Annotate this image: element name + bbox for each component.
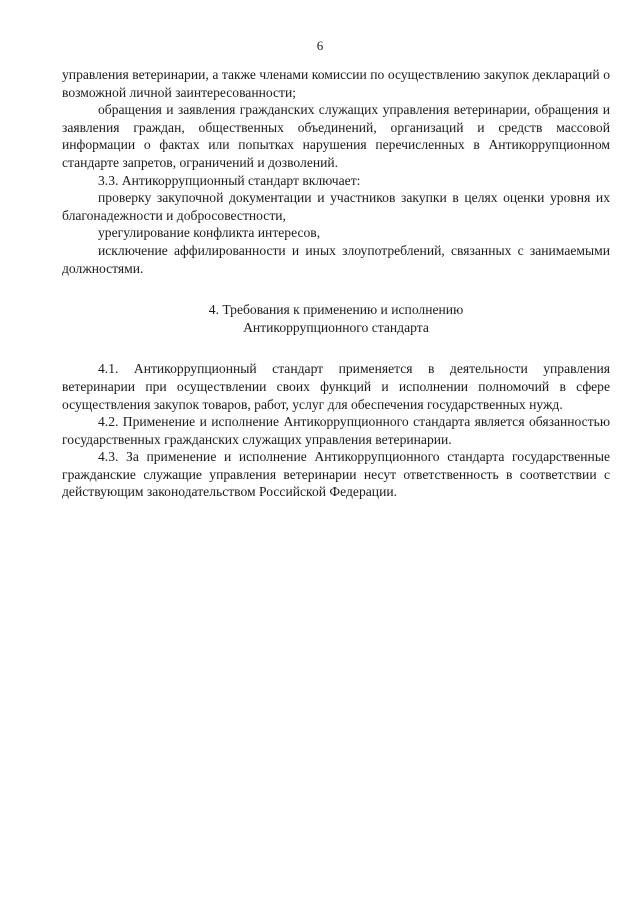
paragraph: 4.3. За применение и исполнение Антикоррупционного стандарта государственные гражданские служащие управления ветеринарии несут ответственность в соответствии с действующим законодательством Российской Федерации. <box>62 449 610 500</box>
paragraph: 4.1. Антикоррупционный стандарт применяется в деятельности управления ветеринарии при осуществлении своих функций и исполнении полномочий в сфере осуществления закупок товаров, работ, услуг для обеспечения государственных нужд. <box>62 361 610 412</box>
paragraph: исключение аффилированности и иных злоупотреблений, связанных с занимаемыми должностями. <box>62 242 610 276</box>
paragraph: урегулирование конфликта интересов, <box>98 225 321 241</box>
document-body <box>62 66 610 501</box>
paragraph: проверку закупочной документации и участников закупки в целях оценки уровня их благонадежности и добросовестности, <box>62 190 610 223</box>
paragraph: 3.3. Антикоррупционный стандарт включает: <box>98 172 361 188</box>
paragraph: 4.2. Применение и исполнение Антикоррупционного стандарта является обязанностью государственных гражданских служащих управления ветеринарии. <box>62 414 610 447</box>
section-heading-line-1: 4. Требования к применению и исполнению <box>208 302 464 318</box>
page-number: 6 <box>316 38 324 53</box>
section-heading-line-2: Антикоррупционного стандарта <box>243 319 429 335</box>
paragraph: обращения и заявления гражданских служащих управления ветеринарии, обращения и заявления граждан, общественных объединений, организаций и средств массовой информации о фактах или попытках нарушения перечисленных в Антикоррупционном стандарте запретов, ограничений и дозволений. <box>62 102 610 170</box>
paragraph: управления ветеринарии, а также членами комиссии по осуществлению закупок деклараций о возможной личной заинтересованности; <box>62 67 610 100</box>
section-heading <box>62 301 610 336</box>
